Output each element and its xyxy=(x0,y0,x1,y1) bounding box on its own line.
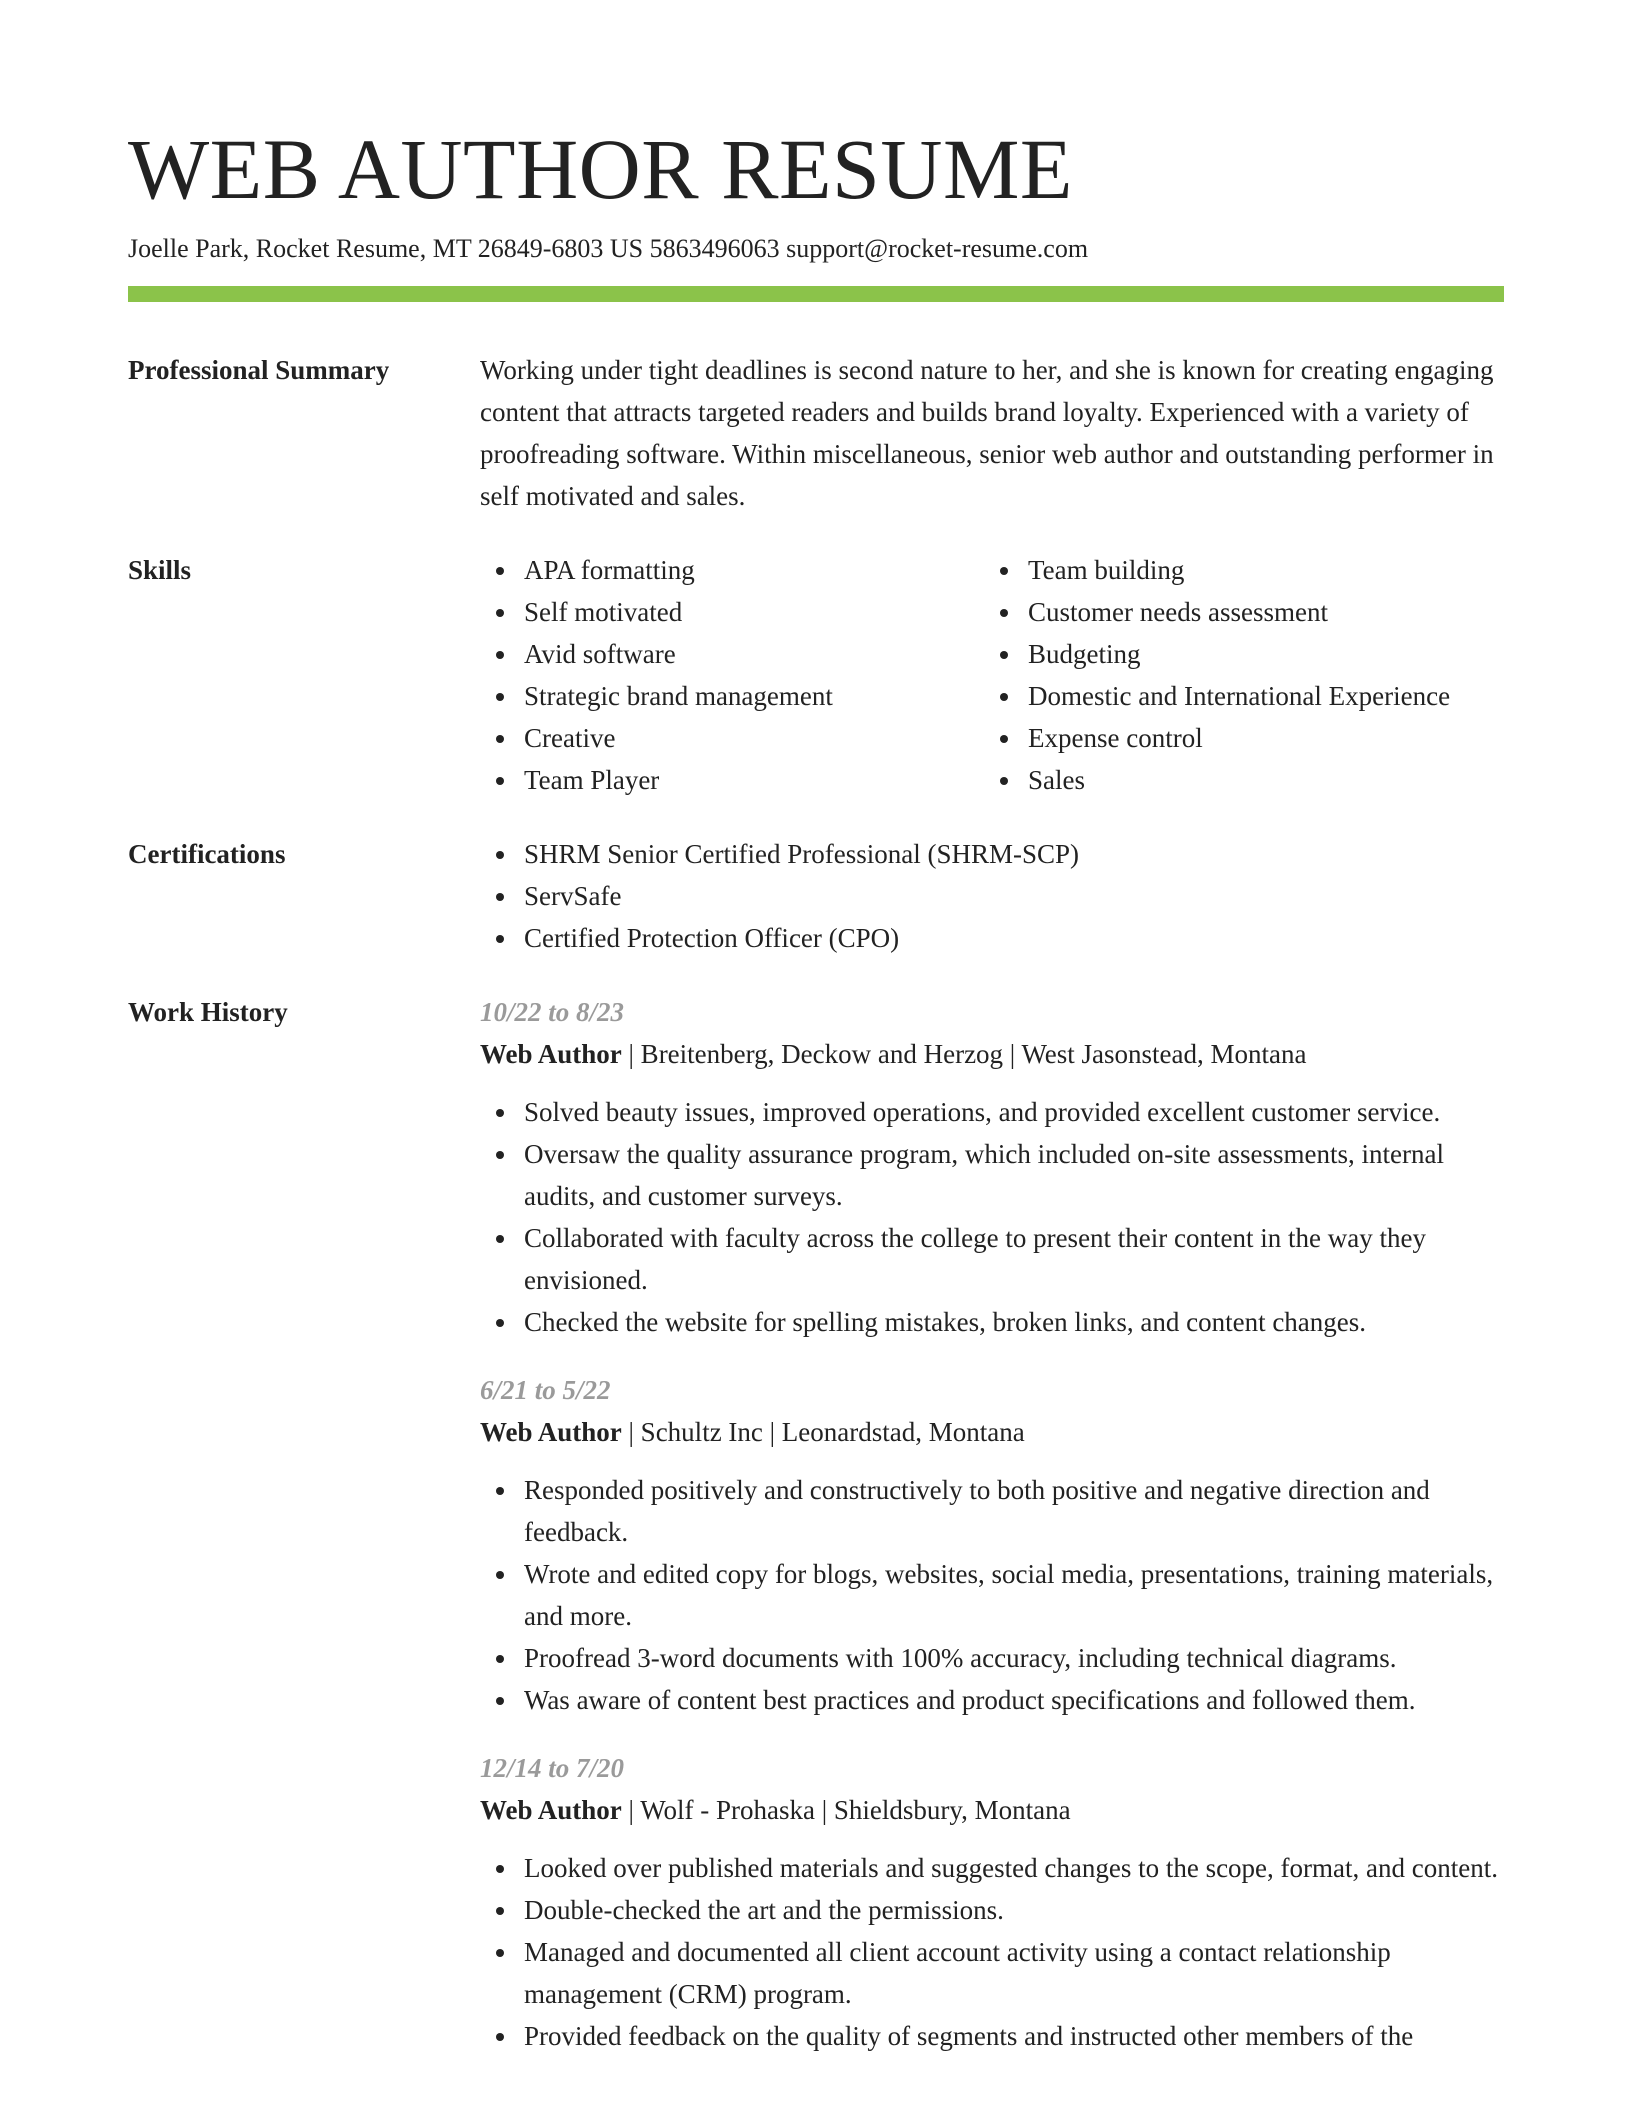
job-dates: 12/14 to 7/20 xyxy=(480,1753,625,1783)
certification-item: SHRM Senior Certified Professional (SHRM-SCP) xyxy=(480,833,1504,875)
job-heading xyxy=(480,1411,1504,1453)
summary-label: Professional Summary xyxy=(128,355,390,385)
skill-item: Budgeting xyxy=(984,633,1504,675)
skill-item: Sales xyxy=(984,759,1504,801)
job-bullet: Managed and documented all client account activity using a contact relationship management (CRM) program. xyxy=(480,1931,1504,2015)
job-bullet: Solved beauty issues, improved operations, and provided excellent customer service. xyxy=(480,1091,1504,1133)
job-bullet: Collaborated with faculty across the college to present their content in the way they envisioned. xyxy=(480,1217,1504,1301)
work-history-label: Work History xyxy=(128,997,288,1027)
job-entry xyxy=(480,1747,1504,2057)
job-heading xyxy=(480,1789,1504,1831)
job-bullet: Looked over published materials and suggested changes to the scope, format, and content. xyxy=(480,1847,1504,1889)
certification-item: Certified Protection Officer (CPO) xyxy=(480,917,1504,959)
job-bullet: Responded positively and constructively to both positive and negative direction and feedback. xyxy=(480,1469,1504,1553)
job-title: Web Author xyxy=(480,1039,622,1069)
job-bullet: Provided feedback on the quality of segments and instructed other members of the xyxy=(480,2015,1504,2057)
certification-item: ServSafe xyxy=(480,875,1504,917)
job-title: Web Author xyxy=(480,1417,622,1447)
skill-item: Customer needs assessment xyxy=(984,591,1504,633)
skill-item: Team Player xyxy=(480,759,984,801)
job-details: | Wolf - Prohaska | Shieldsbury, Montana xyxy=(621,1795,1071,1825)
skill-item: Domestic and International Experience xyxy=(984,675,1504,717)
skill-item: Expense control xyxy=(984,717,1504,759)
certifications-label: Certifications xyxy=(128,839,286,869)
skills-column-1 xyxy=(480,549,984,801)
summary-text: Working under tight deadlines is second nature to her, and she is known for creating engaging content that attracts targeted readers and builds brand loyalty. Experienced with a variety of proofreading software. Within miscellaneous, senior web author and outstanding performer in self motivated and sales. xyxy=(480,355,1494,511)
skills-label: Skills xyxy=(128,555,192,585)
job-bullet: Proofread 3-word documents with 100% accuracy, including technical diagrams. xyxy=(480,1637,1504,1679)
work-history-body xyxy=(480,991,1504,2083)
skill-item: Avid software xyxy=(480,633,984,675)
job-details: | Schultz Inc | Leonardstad, Montana xyxy=(621,1417,1025,1447)
job-entry xyxy=(480,1369,1504,1721)
job-bullet: Wrote and edited copy for blogs, websites, social media, presentations, training materials, and more. xyxy=(480,1553,1504,1637)
job-bullet: Double-checked the art and the permissions. xyxy=(480,1889,1504,1931)
job-bullet: Oversaw the quality assurance program, which included on-site assessments, internal audits, and customer surveys. xyxy=(480,1133,1504,1217)
job-bullet: Checked the website for spelling mistakes, broken links, and content changes. xyxy=(480,1301,1504,1343)
skill-item: Creative xyxy=(480,717,984,759)
job-heading xyxy=(480,1033,1504,1075)
job-details: | Breitenberg, Deckow and Herzog | West Jasonstead, Montana xyxy=(621,1039,1307,1069)
skill-item: Team building xyxy=(984,549,1504,591)
contact-line: Joelle Park, Rocket Resume, MT 26849-6803 US 5863496063 support@rocket-resume.com xyxy=(128,234,1089,263)
job-bullets xyxy=(480,1847,1504,2057)
accent-divider xyxy=(128,286,1504,302)
job-bullet: Was aware of content best practices and product specifications and followed them. xyxy=(480,1679,1504,1721)
certifications-body xyxy=(480,833,1504,959)
job-entry xyxy=(480,991,1504,1343)
skill-item: Self motivated xyxy=(480,591,984,633)
job-title: Web Author xyxy=(480,1795,622,1825)
certifications-list xyxy=(480,833,1504,959)
summary-body xyxy=(480,349,1504,517)
job-dates: 6/21 to 5/22 xyxy=(480,1375,611,1405)
skill-item: Strategic brand management xyxy=(480,675,984,717)
job-bullets xyxy=(480,1469,1504,1721)
job-dates: 10/22 to 8/23 xyxy=(480,997,625,1027)
resume-title: WEB AUTHOR RESUME xyxy=(128,121,1073,217)
skills-list xyxy=(480,549,1504,801)
skill-item: APA formatting xyxy=(480,549,984,591)
skills-column-2 xyxy=(984,549,1504,801)
job-bullets xyxy=(480,1091,1504,1343)
